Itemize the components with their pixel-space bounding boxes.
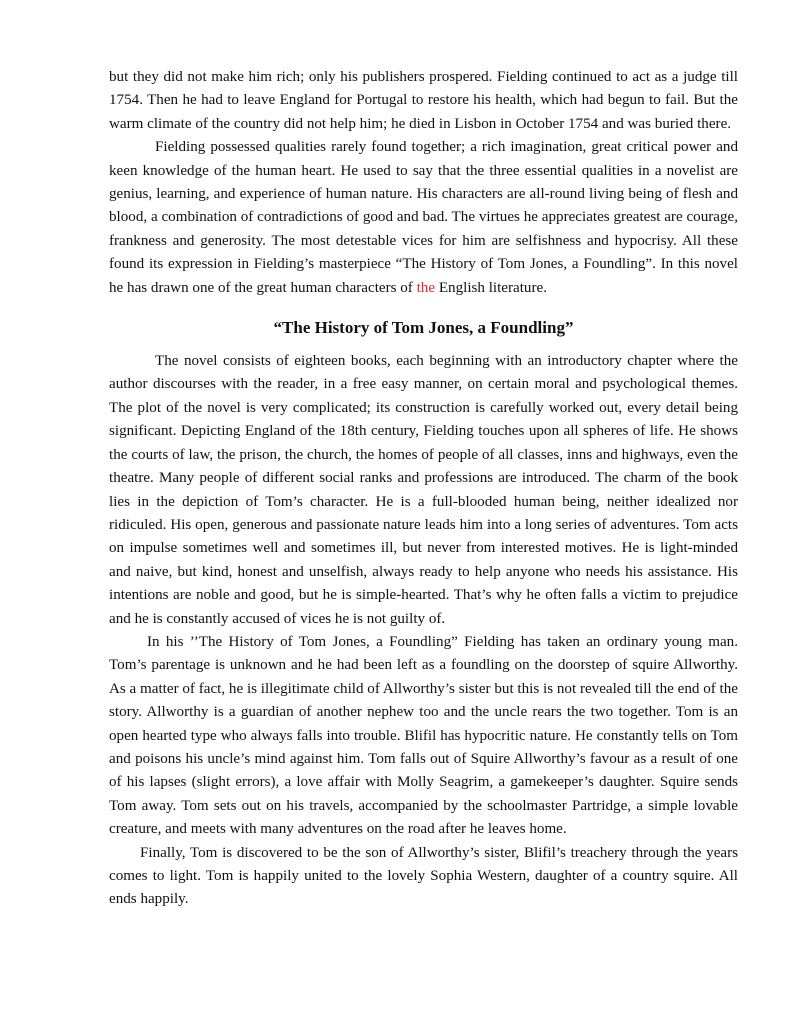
- paragraph-fielding-qualities: [109, 136, 738, 300]
- section-heading: “The History of Tom Jones, a Foundling”: [273, 318, 574, 338]
- highlighted-word: the: [416, 279, 436, 296]
- paragraph-novel-overview: The novel consists of eighteen books, each beginning with an introductory chapter where the author discourses with the reader, in a free easy manner, on certain moral and psychological themes. The plot of the novel is very complicated; its construction is carefully worked out, every detail being significant. Depicting England of the 18th century, Fielding touches upon all spheres of life. He shows the courts of law, the prison, the church, the homes of people of all classes, inns and highways, even the theatre. Many people of different social ranks and professions are introduced. The charm of the book lies in the depiction of Tom’s character. He is a full-blooded human being, neither idealized nor ridiculed. His open, generous and passionate nature leads him into a long series of adventures. Tom acts on impulse sometimes well and sometimes ill, but never from interested motives. He is light-minded and naive, but kind, honest and unselfish, always ready to help anyone who needs his assistance. His intentions are noble and good, but he is simple-hearted. That’s why he often falls a victim to prejudice and he is constantly accused of vices he is not guilty of.: [109, 353, 738, 627]
- paragraph-story: In his ’’The History of Tom Jones, a Foundling” Fielding has taken an ordinary young man. Tom’s parentage is unknown and he had been left as a foundling on the doorstep of squire Allworthy. As a matter of fact, he is illegitimate child of Allworthy’s sister but this is not revealed till the end of the story. Allworthy is a guardian of another nephew too and the uncle rears the two together. Tom is an open hearted type who always falls into trouble. Blifil has hypocritic nature. He constantly tells on Tom and poisons his uncle’s mind against him. Tom falls out of Squire Allworthy’s favour as a result of one of his lapses (slight errors), a love affair with Molly Seagrim, a gamekeeper’s daughter. Squire sends Tom away. Tom sets out on his travels, accompanied by the schoolmaster Partridge, a simple lovable creature, and meets with many adventures on the road after he leaves home.: [109, 633, 738, 838]
- paragraph-ending: Finally, Tom is discovered to be the son of Allworthy’s sister, Blifil’s treachery through the years comes to light. Tom is happily united to the lovely Sophia Western, daughter of a country squire. All ends happily.: [109, 844, 738, 908]
- document-page: [109, 66, 738, 912]
- qualities-text-end: English literature.: [435, 279, 547, 296]
- paragraph-intro-end: but they did not make him rich; only his publishers prospered. Fielding continued to act as a judge till 1754. Then he had to leave England for Portugal to restore his health, which had begun to fail. But the warm climate of the country did not help him; he died in Lisbon in October 1754 and was buried there.: [109, 69, 738, 132]
- qualities-text: Fielding possessed qualities rarely found together; a rich imagination, great critical power and keen knowledge of the human heart. He used to say that the three essential qualities in a novelist are genius, learning, and experience of human nature. His characters are all-round living being of flesh and blood, a combination of contradictions of good and bad. The virtues he appreciates greatest are courage, frankness and generosity. The most detestable vices for him are selfishness and hypocrisy. All these found its expression in Fielding’s masterpiece “The History of Tom Jones, a Foundling”. In this novel he has drawn one of the great human characters of: [109, 139, 738, 296]
